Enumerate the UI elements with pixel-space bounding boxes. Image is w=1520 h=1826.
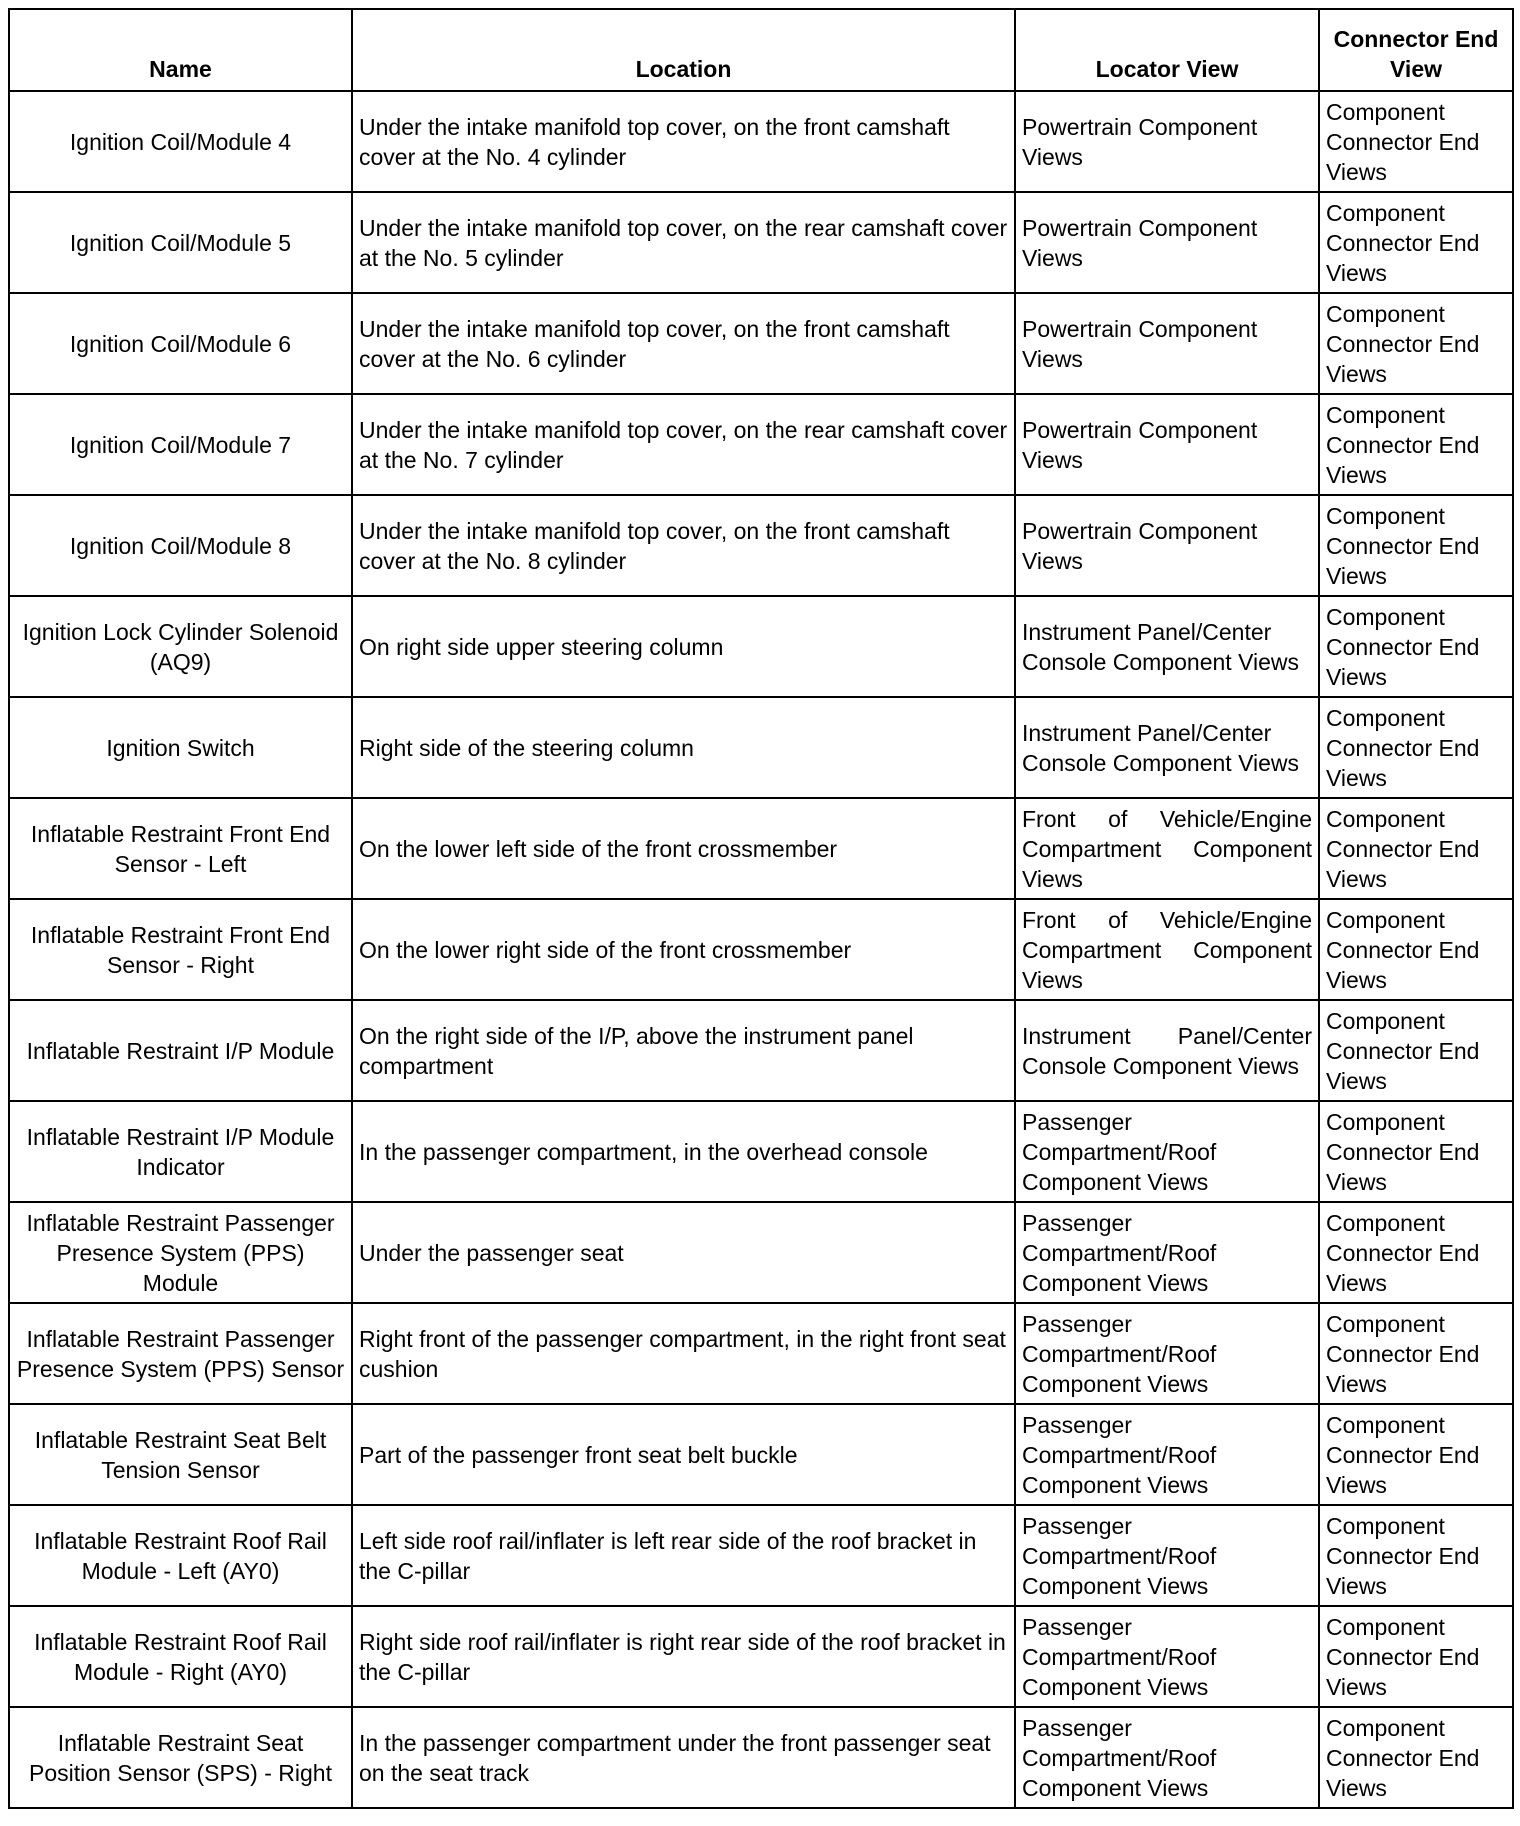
cell-connector-end-view: Component Connector End Views (1319, 1303, 1513, 1404)
cell-locator-view: Passenger Compartment/Roof Component Views (1015, 1202, 1319, 1303)
cell-connector-end-view: Component Connector End Views (1319, 1505, 1513, 1606)
cell-locator-view: Powertrain Component Views (1015, 293, 1319, 394)
cell-location: Under the intake manifold top cover, on the rear camshaft cover at the No. 5 cylinder (352, 192, 1015, 293)
cell-locator-view: Instrument Panel/Center Console Component Views (1015, 596, 1319, 697)
table-row (9, 394, 1513, 495)
cell-locator-view: Instrument Panel/Center Console Component Views (1015, 697, 1319, 798)
cell-locator-view: Powertrain Component Views (1015, 394, 1319, 495)
cell-connector-end-view: Component Connector End Views (1319, 1000, 1513, 1101)
cell-locator-view: Powertrain Component Views (1015, 495, 1319, 596)
cell-name: Ignition Coil/Module 6 (9, 293, 352, 394)
table-row (9, 697, 1513, 798)
cell-locator-view: Powertrain Component Views (1015, 91, 1319, 192)
cell-locator-view: Passenger Compartment/Roof Component Views (1015, 1303, 1319, 1404)
cell-location: Part of the passenger front seat belt buckle (352, 1404, 1015, 1505)
cell-locator-view: Instrument Panel/Center Console Component Views (1015, 1000, 1319, 1101)
cell-connector-end-view: Component Connector End Views (1319, 1202, 1513, 1303)
cell-location: In the passenger compartment, in the overhead console (352, 1101, 1015, 1202)
cell-connector-end-view: Component Connector End Views (1319, 1404, 1513, 1505)
header-location: Location (352, 9, 1015, 91)
cell-name: Inflatable Restraint Front End Sensor - Left (9, 798, 352, 899)
table-row (9, 1000, 1513, 1101)
table-row (9, 899, 1513, 1000)
cell-name: Ignition Coil/Module 8 (9, 495, 352, 596)
cell-location: On right side upper steering column (352, 596, 1015, 697)
cell-locator-view: Passenger Compartment/Roof Component Views (1015, 1101, 1319, 1202)
table-row (9, 1404, 1513, 1505)
cell-locator-view: Powertrain Component Views (1015, 192, 1319, 293)
header-connector-end-view: Connector End View (1319, 9, 1513, 91)
table-row (9, 1303, 1513, 1404)
cell-name: Inflatable Restraint Seat Position Sensor (SPS) - Right (9, 1707, 352, 1808)
cell-connector-end-view: Component Connector End Views (1319, 596, 1513, 697)
cell-location: On the lower right side of the front crossmember (352, 899, 1015, 1000)
cell-name: Inflatable Restraint Roof Rail Module - Right (AY0) (9, 1606, 352, 1707)
cell-location: Under the passenger seat (352, 1202, 1015, 1303)
table-row (9, 596, 1513, 697)
table-row (9, 798, 1513, 899)
cell-name: Inflatable Restraint Passenger Presence System (PPS) Sensor (9, 1303, 352, 1404)
cell-locator-view: Passenger Compartment/Roof Component Views (1015, 1606, 1319, 1707)
cell-name: Ignition Coil/Module 5 (9, 192, 352, 293)
cell-location: Under the intake manifold top cover, on the rear camshaft cover at the No. 7 cylinder (352, 394, 1015, 495)
cell-connector-end-view: Component Connector End Views (1319, 192, 1513, 293)
cell-name: Inflatable Restraint Roof Rail Module - Left (AY0) (9, 1505, 352, 1606)
cell-connector-end-view: Component Connector End Views (1319, 495, 1513, 596)
cell-location: Right front of the passenger compartment, in the right front seat cushion (352, 1303, 1015, 1404)
header-name: Name (9, 9, 352, 91)
cell-location: Under the intake manifold top cover, on the front camshaft cover at the No. 6 cylinder (352, 293, 1015, 394)
cell-connector-end-view: Component Connector End Views (1319, 899, 1513, 1000)
component-locator-table (8, 8, 1514, 1809)
table-row (9, 1101, 1513, 1202)
table-row (9, 1505, 1513, 1606)
cell-connector-end-view: Component Connector End Views (1319, 293, 1513, 394)
table-row (9, 495, 1513, 596)
cell-locator-view: Passenger Compartment/Roof Component Views (1015, 1707, 1319, 1808)
cell-name: Ignition Coil/Module 4 (9, 91, 352, 192)
cell-connector-end-view: Component Connector End Views (1319, 394, 1513, 495)
cell-connector-end-view: Component Connector End Views (1319, 1606, 1513, 1707)
table-row (9, 1707, 1513, 1808)
cell-locator-view: Front of Vehicle/Engine Compartment Component Views (1015, 899, 1319, 1000)
cell-location: On the lower left side of the front crossmember (352, 798, 1015, 899)
cell-location: In the passenger compartment under the front passenger seat on the seat track (352, 1707, 1015, 1808)
cell-name: Ignition Lock Cylinder Solenoid (AQ9) (9, 596, 352, 697)
cell-name: Ignition Coil/Module 7 (9, 394, 352, 495)
header-locator-view: Locator View (1015, 9, 1319, 91)
cell-name: Inflatable Restraint I/P Module Indicator (9, 1101, 352, 1202)
cell-name: Inflatable Restraint Seat Belt Tension Sensor (9, 1404, 352, 1505)
cell-location: Under the intake manifold top cover, on the front camshaft cover at the No. 4 cylinder (352, 91, 1015, 192)
cell-locator-view: Passenger Compartment/Roof Component Views (1015, 1404, 1319, 1505)
cell-locator-view: Passenger Compartment/Roof Component Views (1015, 1505, 1319, 1606)
table-row (9, 293, 1513, 394)
cell-location: Left side roof rail/inflater is left rear side of the roof bracket in the C-pillar (352, 1505, 1015, 1606)
table-row (9, 1202, 1513, 1303)
table-row (9, 192, 1513, 293)
cell-locator-view: Front of Vehicle/Engine Compartment Component Views (1015, 798, 1319, 899)
cell-location: Under the intake manifold top cover, on the front camshaft cover at the No. 8 cylinder (352, 495, 1015, 596)
cell-name: Inflatable Restraint I/P Module (9, 1000, 352, 1101)
cell-name: Ignition Switch (9, 697, 352, 798)
cell-connector-end-view: Component Connector End Views (1319, 697, 1513, 798)
table-row (9, 1606, 1513, 1707)
cell-location: Right side roof rail/inflater is right rear side of the roof bracket in the C-pillar (352, 1606, 1015, 1707)
cell-connector-end-view: Component Connector End Views (1319, 1101, 1513, 1202)
cell-connector-end-view: Component Connector End Views (1319, 798, 1513, 899)
table-row (9, 91, 1513, 192)
cell-name: Inflatable Restraint Front End Sensor - Right (9, 899, 352, 1000)
cell-name: Inflatable Restraint Passenger Presence System (PPS) Module (9, 1202, 352, 1303)
cell-location: Right side of the steering column (352, 697, 1015, 798)
header-row (9, 9, 1513, 91)
cell-connector-end-view: Component Connector End Views (1319, 1707, 1513, 1808)
cell-connector-end-view: Component Connector End Views (1319, 91, 1513, 192)
cell-location: On the right side of the I/P, above the instrument panel compartment (352, 1000, 1015, 1101)
